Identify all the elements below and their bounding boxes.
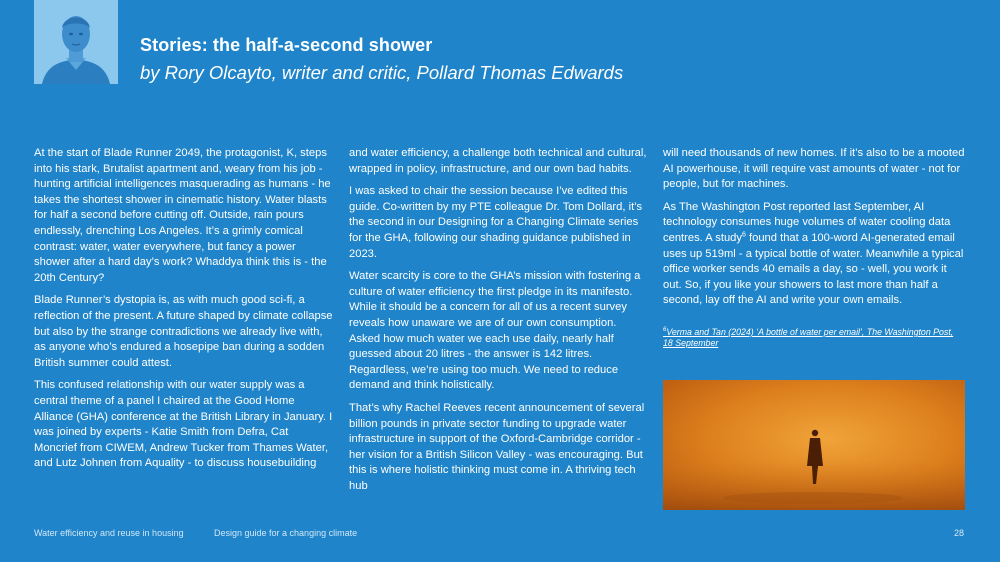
author-portrait-graphic — [34, 0, 118, 84]
page-number: 28 — [954, 528, 965, 538]
paragraph-text: found that a 100-word AI-generated email uses up 519ml - a typical bottle of water. Meanwhile a typical office worker sends 40 emails a day, so - well, you work it out. So, if you like your showers to last more than half a second, lay off the AI and write your own emails. — [663, 231, 964, 307]
page-title: Stories: the half-a-second shower — [140, 35, 433, 55]
footnote-number: 6 — [663, 327, 667, 334]
footer-publication-title: Water efficiency and reuse in housing — [34, 528, 184, 538]
author-portrait — [34, 0, 118, 84]
blade-runner-still-image — [663, 380, 965, 510]
text-column-2 — [349, 146, 649, 501]
paragraph: and water efficiency, a challenge both technical and cultural, wrapped in policy, infrastructure, and our own bad habits. — [349, 147, 647, 175]
paragraph: That’s why Rachel Reeves recent announcement of several billion pounds in private sector funding to upgrade water infrastructure in support of the Oxford-Cambridge corridor - her vision for a British Silicon Valley - was encouraging. But this is where holistic thinking must come in. A thriving tech hub — [349, 401, 645, 492]
paragraph: At the start of Blade Runner 2049, the protagonist, K, steps into his stark, Brutalist apartment and, weary from his job - hunting artificial intelligences masquerading as humans - he takes the shortest shower in cinematic history. Water blasts for half a second before cutting off. Outside, rain pours endlessly, drenching Los Angeles. It’s a grimly comical contrast: water, water everywhere, but fancy a power shower after a hard day’s work? Whaddya think this is - the 20th Century? — [34, 147, 331, 284]
paragraph — [663, 200, 965, 309]
paragraph: This confused relationship with our water supply was a central theme of a panel I chaired at the Good Home Alliance (GHA) conference at the British Library in January. I was joined by experts - Katie Smith from Defra, Cat Moncrief from CIWEM, Andrew Tucker from Thames Water, and Lutz Johnen from Aquality - to discuss housebuilding — [34, 379, 333, 470]
paragraph: Blade Runner’s dystopia is, as with much good sci-fi, a reflection of the present. A future shaped by climate collapse but also by the strange contradictions we already live with, as anyone who’s endured a hosepipe ban during a sodden British summer could attest. — [34, 294, 333, 369]
footer-subtitle: Design guide for a changing climate — [214, 528, 358, 538]
paragraph: I was asked to chair the session because I’ve edited this guide. Co-written by my PTE colleague Dr. Tom Dollard, it’s the second in our Designing for a Changing Climate series for the GHA, following our shading guidance published in 2023. — [349, 185, 643, 260]
footnote-reference[interactable]: 6 — [741, 231, 746, 239]
desert-figure-graphic — [663, 380, 965, 510]
paragraph: will need thousands of new homes. If it’s also to be a mooted AI powerhouse, it will require vast amounts of water - not for people, but for machines. — [663, 147, 965, 191]
footnote-text: Verma and Tan (2024) ‘A bottle of water per email’, The Washington Post, 18 September — [663, 326, 954, 348]
footnote[interactable] — [663, 327, 965, 349]
paragraph: Water scarcity is core to the GHA’s mission with fostering a culture of water efficiency the first pledge in its manifesto. While it should be a concern for all of us a recent survey reveals how unaware we are of our own consumption. Asked how much water we each use daily, nearly half guessed about 20 litres - the answer is 142 litres. Regardless, we’re using too much. We need to reduce demand and think holistically. — [349, 270, 641, 392]
author-byline: by Rory Olcayto, writer and critic, Pollard Thomas Edwards — [140, 62, 624, 83]
text-column-3 — [663, 146, 965, 349]
paragraph-text: As The Washington Post reported last September, AI technology consumes huge volumes of water cooling data centres. A study — [663, 200, 951, 244]
text-column-1 — [34, 146, 334, 479]
